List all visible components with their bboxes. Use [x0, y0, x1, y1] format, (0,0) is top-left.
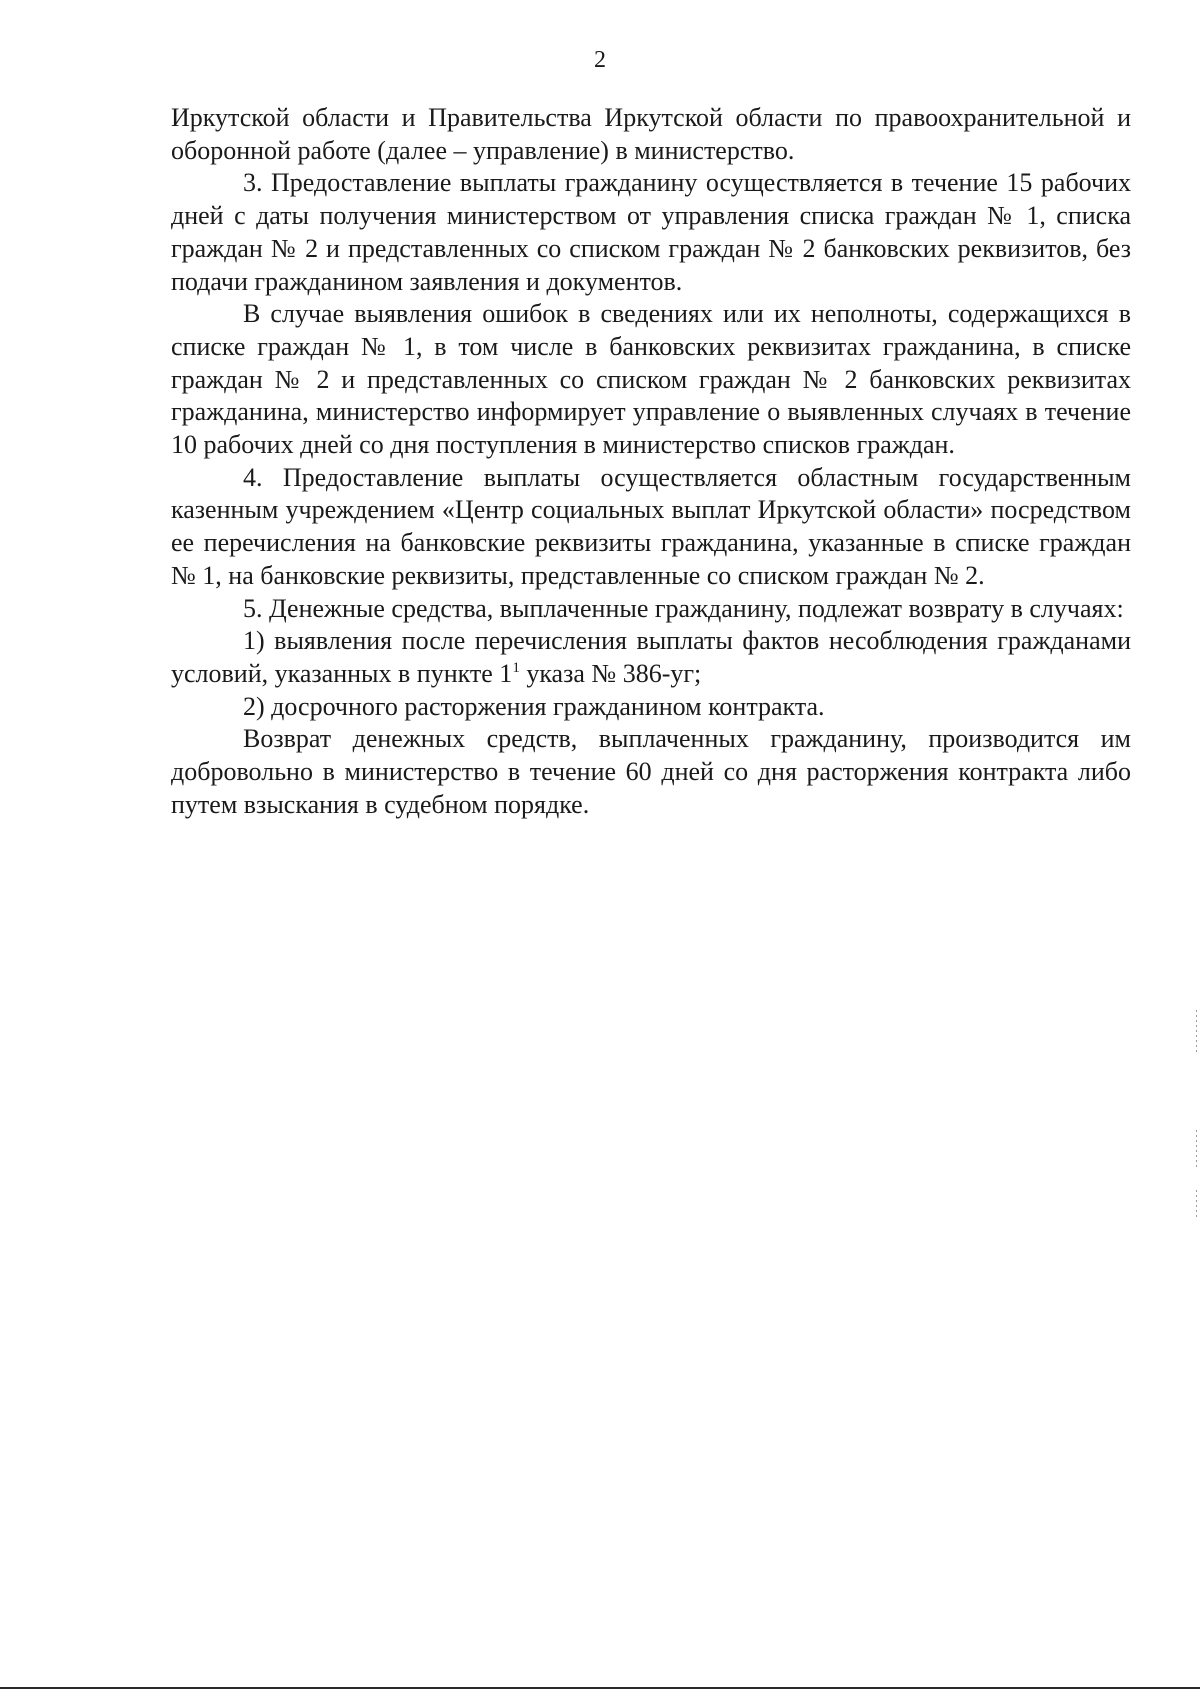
paragraph-continuation: Иркутской области и Правительства Иркутской области по правоохранительной и оборонной работе (далее – управление) в министерство.: [171, 103, 1131, 165]
paragraph-item-4: 4. Предоставление выплаты осуществляется областным государственным казенным учреждением «Центр социальных выплат Иркутской области» посредством ее перечисления на банковские реквизиты гражданина, указанные в списке граждан № 1, на банковские реквизиты, представленные со списком граждан № 2.: [171, 462, 1131, 590]
scan-edge-mark: [1196, 1190, 1197, 1220]
scan-edge-mark: [1196, 1130, 1197, 1170]
paragraph-item-5: 5. Денежные средства, выплаченные гражданину, подлежат возврату в случаях:: [243, 593, 1124, 623]
paragraph-subitem-1: [171, 625, 1131, 690]
document-body: [171, 102, 1131, 821]
bottom-border-line: [0, 1687, 1200, 1689]
scan-edge-mark: [1196, 1010, 1197, 1055]
paragraph-subitem-2: 2) досрочного расторжения гражданином контракта.: [243, 691, 825, 721]
paragraph-item-3: 3. Предоставление выплаты гражданину осуществляется в течение 15 рабочих дней с даты получения министерством от управления списка граждан № 1, списка граждан № 2 и представленных со списком граждан № 2 банковских реквизитов, без подачи гражданином заявления и документов.: [171, 168, 1131, 296]
paragraph-errors: В случае выявления ошибок в сведениях или их неполноты, содержащихся в списке граждан № 1, в том числе в банковских реквизитах гражданина, в списке граждан № 2 и представленных со списком граждан № 2 банковских реквизитах гражданина, министерство информирует управление о выявленных случаях в течение 10 рабочих дней со дня поступления в министерство списков граждан.: [171, 299, 1131, 460]
page-number: 2: [594, 47, 606, 73]
superscript-marker: 1: [512, 659, 520, 676]
subitem-1-text: 1) выявления после перечисления выплаты фактов несоблюдения гражданами условий, указанных в пункте 1: [171, 626, 1131, 688]
paragraph-refund: Возврат денежных средств, выплаченных гражданину, производится им добровольно в министерство в течение 60 дней со дня расторжения контракта либо путем взыскания в судебном порядке.: [171, 724, 1131, 819]
subitem-1-tail: указа № 386-уг;: [519, 658, 702, 688]
